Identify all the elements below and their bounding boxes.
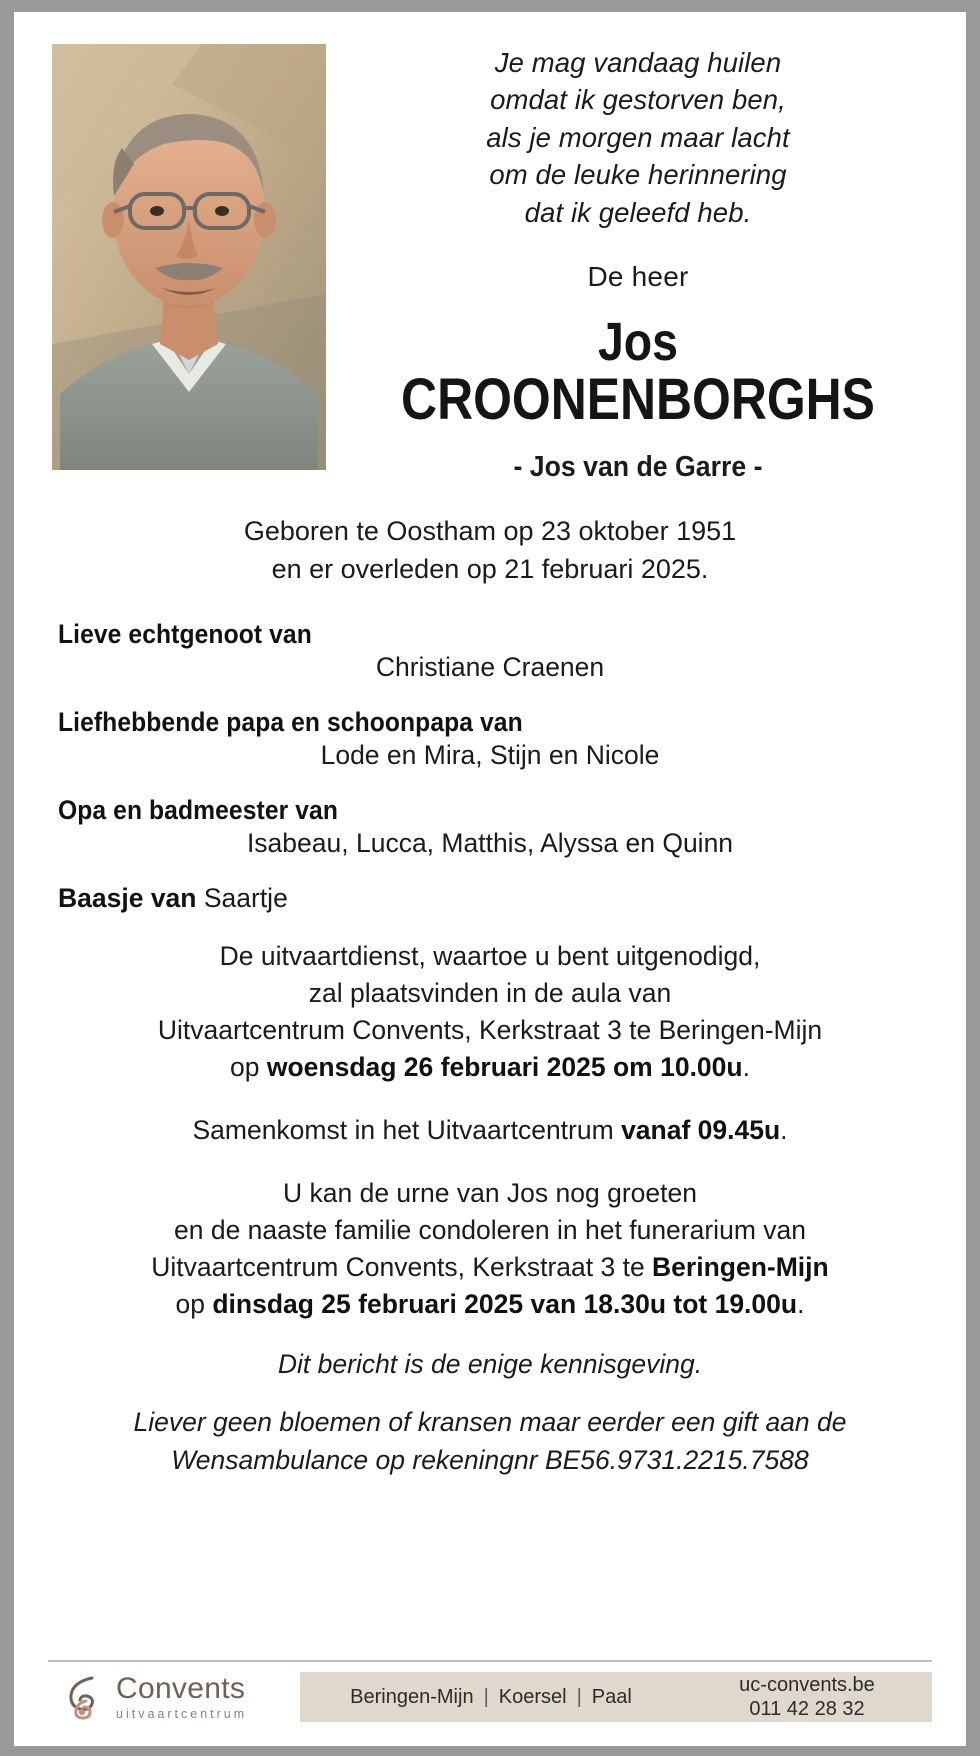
gathering-paragraph xyxy=(44,1112,936,1149)
pet-owner-block xyxy=(58,883,922,914)
urn-line-4 xyxy=(44,1286,936,1323)
phone-number[interactable]: 011 42 28 32 xyxy=(749,1698,865,1720)
urn-line-3-pre: Uitvaartcentrum Convents, Kerkstraat 3 te xyxy=(151,1252,653,1283)
relation-names: Christiane Craenen xyxy=(375,651,605,682)
service-line-4-pre: op xyxy=(230,1051,267,1082)
nickname: - Jos van de Garre - xyxy=(513,450,763,483)
footer-divider xyxy=(48,1660,932,1662)
relation-block xyxy=(58,795,922,859)
relation-title: Lieve echtgenoot van xyxy=(58,618,312,649)
poem xyxy=(336,44,940,231)
pet-owner-label: Baasje van xyxy=(58,882,197,913)
relation-block xyxy=(58,707,922,771)
urn-visit-paragraph xyxy=(44,1175,936,1323)
poem-line-2: omdat ik gestorven ben, xyxy=(490,84,786,116)
urn-line-1: U kan de urne van Jos nog groeten xyxy=(283,1178,697,1209)
urn-line-4-pre: op xyxy=(175,1289,213,1320)
poem-line-1: Je mag vandaag huilen xyxy=(494,47,782,78)
company-logo xyxy=(48,1672,300,1722)
service-line-2: zal plaatsvinden in de aula van xyxy=(308,977,672,1008)
service-line-3: Uitvaartcentrum Convents, Kerkstraat 3 te Beringen-Mijn xyxy=(157,1014,823,1045)
urn-line-2: en de naaste familie condoleren in het funerarium van xyxy=(174,1215,806,1246)
relation-block xyxy=(58,619,922,683)
relation-title: Opa en badmeester van xyxy=(58,794,339,825)
company-tagline: uitvaartcentrum xyxy=(116,1706,248,1721)
location-separator: | xyxy=(576,1685,582,1708)
poem-line-4: om de leuke herinnering xyxy=(489,159,787,191)
funeral-service-paragraph xyxy=(44,938,936,1086)
website-link[interactable]: uc-convents.be xyxy=(739,1673,875,1696)
pet-owner-name: Saartje xyxy=(196,882,288,913)
life-dates xyxy=(14,512,966,589)
location-separator: | xyxy=(483,1685,489,1708)
flowers-line-1: Liever geen bloemen of kransen maar eerder een gift aan de xyxy=(133,1407,847,1438)
gathering-line xyxy=(44,1112,936,1149)
portrait-photo xyxy=(52,44,326,470)
urn-location: Beringen-Mijn xyxy=(652,1252,829,1283)
gathering-post: . xyxy=(780,1114,788,1145)
birth-line: Geboren te Oostham op 23 oktober 1951 xyxy=(243,515,737,546)
gathering-time: vanaf 09.45u xyxy=(621,1114,781,1145)
location-2: Koersel xyxy=(498,1685,567,1708)
flowers-note xyxy=(44,1404,936,1478)
flame-swirl-icon xyxy=(62,1673,108,1721)
header-section xyxy=(14,12,966,484)
urn-line-3 xyxy=(44,1249,936,1286)
gathering-pre: Samenkomst in het Uitvaartcentrum xyxy=(192,1114,622,1145)
contact-info xyxy=(682,1672,932,1722)
sole-notice: Dit bericht is de enige kennisgeving. xyxy=(277,1349,703,1380)
poem-line-5: dat ik geleefd heb. xyxy=(524,196,752,228)
relation-names: Isabeau, Lucca, Matthis, Alyssa en Quinn xyxy=(246,827,734,858)
location-1: Beringen-Mijn xyxy=(350,1685,474,1708)
urn-line-4-post: . xyxy=(797,1289,805,1320)
logo-text xyxy=(116,1671,248,1721)
portrait-image xyxy=(52,44,326,470)
service-line-4-post: . xyxy=(742,1051,750,1082)
location-3: Paal xyxy=(591,1685,632,1708)
relation-title: Liefhebbende papa en schoonpapa van xyxy=(58,706,523,737)
service-datetime: woensdag 26 februari 2025 om 10.00u xyxy=(266,1051,743,1082)
company-name: Convents xyxy=(116,1671,246,1705)
pet-owner-line xyxy=(58,883,922,914)
card-sheet xyxy=(14,12,966,1746)
first-name: Jos xyxy=(597,311,679,372)
footer-row xyxy=(14,1672,966,1732)
urn-datetime: dinsdag 25 februari 2025 van 18.30u tot 19.00u xyxy=(212,1289,798,1320)
salutation: De heer xyxy=(587,260,689,292)
death-line: en er overleden op 21 februari 2025. xyxy=(271,554,709,585)
service-line-4 xyxy=(44,1049,936,1086)
service-line-1: De uitvaartdienst, waartoe u bent uitgenodigd, xyxy=(219,940,761,971)
footer-bar xyxy=(14,1660,966,1746)
convents-logo-icon xyxy=(62,1673,108,1721)
service-section xyxy=(14,938,966,1479)
poem-line-3: als je morgen maar lacht xyxy=(486,121,790,153)
flowers-line-2: Wensambulance op rekeningnr BE56.9731.2215.7588 xyxy=(171,1444,809,1475)
locations-list xyxy=(300,1672,682,1722)
portrait-container xyxy=(14,44,326,470)
name-block xyxy=(326,44,966,484)
last-name: CROONENBORGHS xyxy=(401,367,875,433)
relations-section xyxy=(14,619,966,914)
relation-names: Lode en Mira, Stijn en Nicole xyxy=(320,739,660,770)
